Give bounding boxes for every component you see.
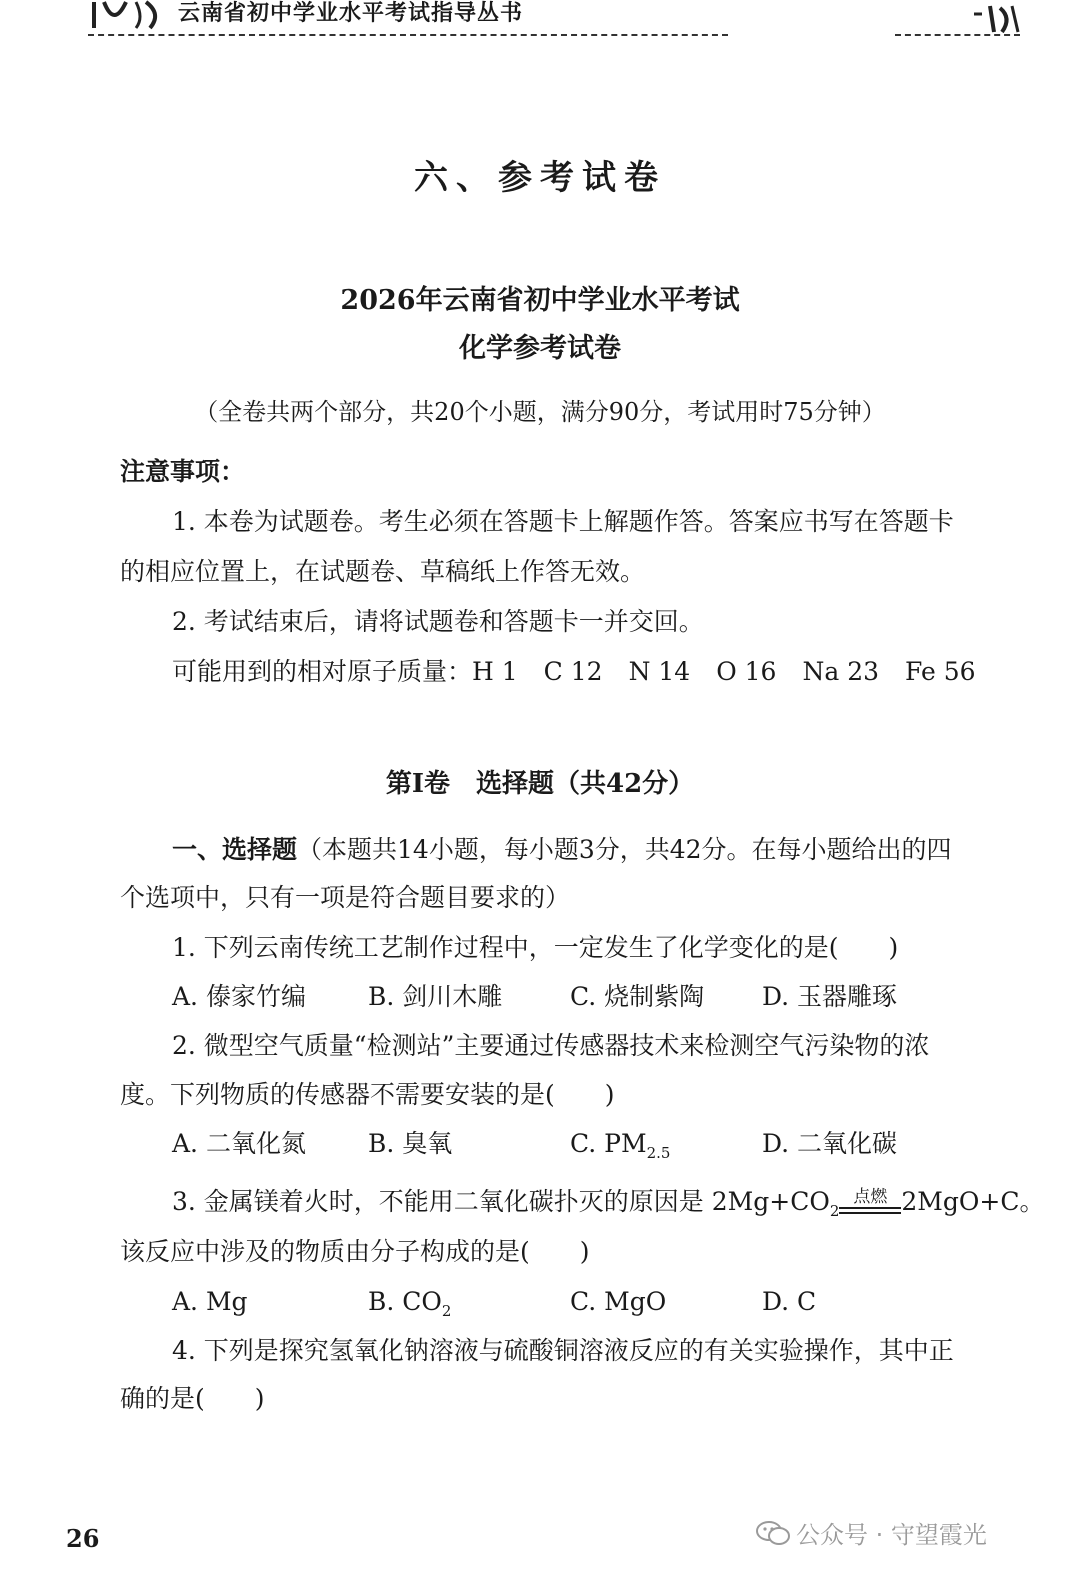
question-2-option-a: A. 二氧化氮 [172,1129,306,1158]
notice-item-1-line-2: 的相应位置上，在试题卷、草稿纸上作答无效。 [120,557,646,586]
series-title: 云南省初中学业水平考试指导丛书 [178,1,524,26]
choice-section-label: 一、选择题 [172,835,298,864]
series-logo-icon [90,0,170,30]
atomic-masses [172,656,976,688]
wechat-icon [756,1520,790,1546]
atomic-mass-na: Na 23 [802,657,880,686]
reaction-arrow [839,1188,901,1214]
question-1-option-c: C. 烧制紫陶 [570,982,705,1011]
atomic-mass-fe: Fe 56 [905,657,976,686]
notice-item-1-line-1: 1. 本卷为试题卷。考生必须在答题卡上解题作答。答案应书写在答题卡 [172,507,954,536]
part-1-heading: 第Ⅰ卷 选择题（共42分） [385,769,695,799]
exam-note: （全卷共两个部分，共20个小题，满分90分，考试用时75分钟） [194,398,886,426]
atomic-mass-h: H 1 [472,657,518,686]
choice-section-intro-line-2: 个选项中，只有一项是符合题目要求的） [120,883,571,912]
atomic-mass-o: O 16 [716,657,777,686]
exam-subtitle: 化学参考试卷 [459,333,621,364]
question-2-stem-line-2: 度。下列物质的传感器不需要安装的是( ) [120,1080,615,1109]
question-3-stem-line-2: 该反应中涉及的物质由分子构成的是( ) [120,1237,590,1266]
question-2-option-c: C. $PM_{2.5}$ [570,1129,671,1162]
question-2-option-d: D. 二氧化碳 [762,1129,898,1158]
question-3-option-d: D. C [762,1287,817,1316]
reaction-condition: 点燃 [853,1187,888,1207]
choice-section-intro-line-1 [172,834,952,866]
question-4-stem-line-2: 确的是( ) [120,1384,265,1413]
question-3-option-c: C. MgO [570,1287,667,1316]
question-1-option-b: B. 剑川木雕 [368,982,503,1011]
page-number: 26 [66,1524,100,1553]
question-1-stem: 1. 下列云南传统工艺制作过程中，一定发生了化学变化的是( ) [172,933,899,962]
watermark-text: 公众号 · 守望霞光 [796,1521,987,1549]
question-2-option-b: B. 臭氧 [368,1129,453,1158]
exam-title: 2026年云南省初中学业水平考试 [340,285,740,316]
section-title: 六、参考试卷 [414,158,666,198]
notice-heading: 注意事项： [120,457,246,486]
notice-item-2: 2. 考试结束后，请将试题卷和答题卡一并交回。 [172,607,704,636]
header-rule [88,34,728,36]
question-1-option-a: A. 傣家竹编 [172,982,306,1011]
running-header [0,0,1080,48]
question-3-stem-line-1: 3. 金属镁着火时，不能用二氧化碳扑灭的原因是 $2Mg+CO_2$ 点燃 2MgO+C。 [172,1187,1045,1220]
question-2-stem-line-1: 2. 微型空气质量“检测站”主要通过传感器技术来检测空气污染物的浓 [172,1031,930,1060]
question-3-option-b: B. $CO_2$ [368,1287,452,1320]
atomic-mass-c: C 12 [543,657,603,686]
question-1-option-d: D. 玉器雕琢 [762,982,898,1011]
atomic-masses-label: 可能用到的相对原子质量： [172,657,473,686]
question-3-option-a: A. Mg [172,1287,248,1316]
choice-section-instructions: （本题共14小题，每小题3分，共42分。在每小题给出的四 [297,835,952,864]
header-ornament-icon [968,2,1024,40]
question-4-stem-line-1: 4. 下列是探究氢氧化钠溶液与硫酸铜溶液反应的有关实验操作，其中正 [172,1336,954,1365]
atomic-mass-n: N 14 [628,657,691,686]
